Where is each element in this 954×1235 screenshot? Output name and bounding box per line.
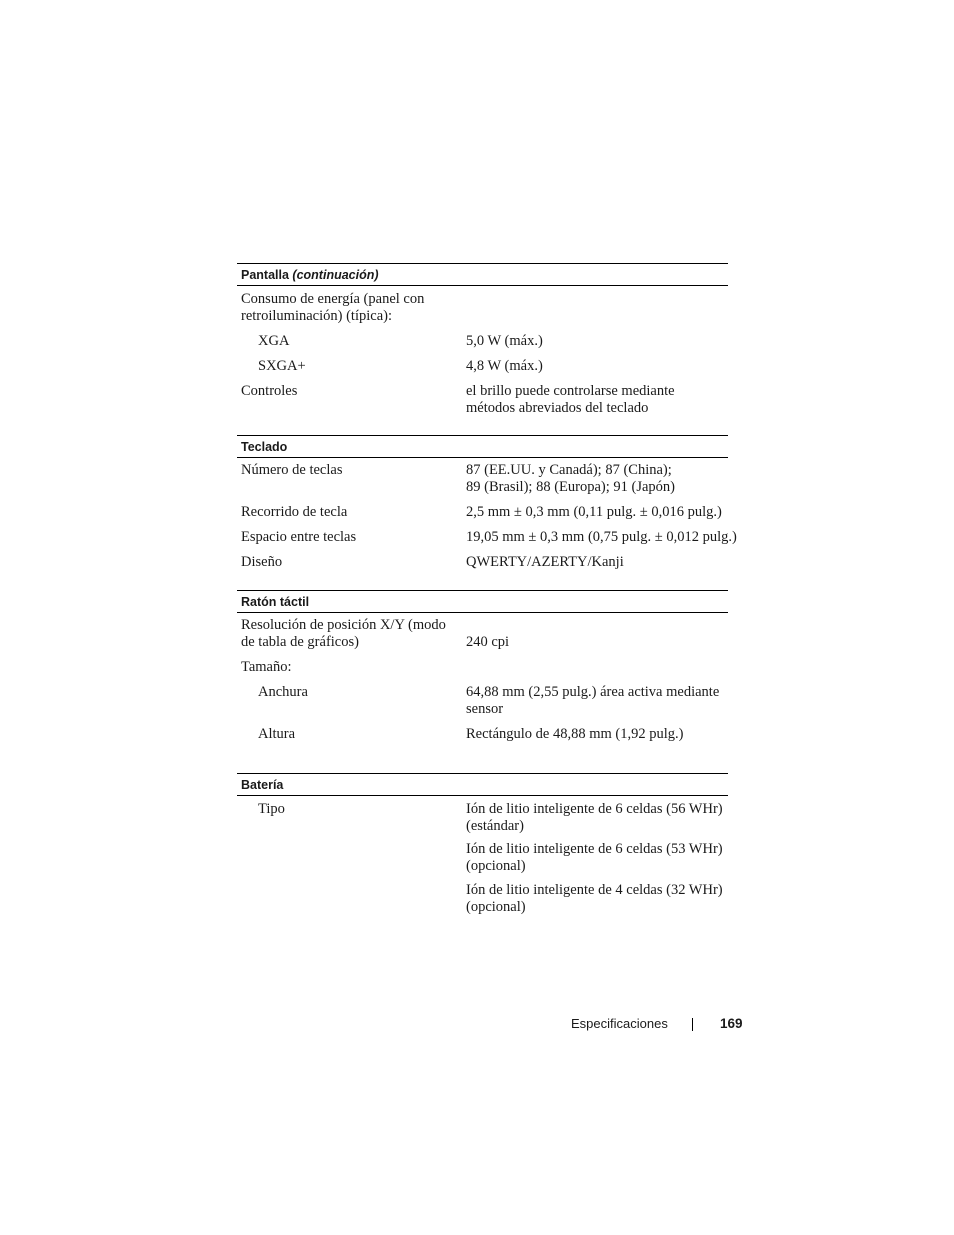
- spec-label: SXGA+: [258, 358, 306, 374]
- spec-value: Ión de litio inteligente de 6 celdas (56 WHr) (estándar): [466, 801, 723, 834]
- spec-label: Resolución de posición X/Y (modo de tabla de gráficos): [241, 617, 446, 650]
- spec-value: 64,88 mm (2,55 pulg.) área activa mediante sensor: [466, 684, 720, 717]
- spec-label: Espacio entre teclas: [241, 529, 357, 545]
- spec-label: Consumo de energía (panel con retroiluminación) (típica):: [241, 291, 425, 324]
- spec-label: Tamaño:: [241, 659, 292, 675]
- spec-label: Número de teclas: [241, 462, 343, 478]
- spec-label: Recorrido de tecla: [241, 504, 348, 520]
- spec-value: el brillo puede controlarse mediante métodos abreviados del teclado: [466, 383, 675, 416]
- spec-value: 2,5 mm ± 0,3 mm (0,11 pulg. ± 0,016 pulg.): [466, 504, 722, 520]
- section-title: Ratón táctil: [241, 595, 310, 609]
- section-header-teclado: [237, 435, 728, 458]
- spec-value: 5,0 W (máx.): [466, 333, 543, 349]
- spec-label: Controles: [241, 383, 298, 399]
- spec-label: Diseño: [241, 554, 283, 570]
- section-header-pantalla: [237, 263, 728, 286]
- spec-value: QWERTY/AZERTY/Kanji: [466, 554, 624, 570]
- spec-value: 4,8 W (máx.): [466, 358, 543, 374]
- section-title: Batería: [241, 778, 284, 792]
- spec-label: Anchura: [258, 684, 308, 700]
- section-title: Teclado: [241, 440, 288, 454]
- spec-label: Altura: [258, 726, 296, 742]
- spec-value-line: 87 (EE.UU. y Canadá); 87 (China);: [466, 462, 672, 478]
- spec-value: 19,05 mm ± 0,3 mm (0,75 pulg. ± 0,012 pulg.): [466, 529, 737, 545]
- section-header-bateria: [237, 773, 728, 796]
- spec-value: 240 cpi: [466, 634, 510, 650]
- spec-label: Tipo: [258, 801, 285, 817]
- section-title: Pantalla: [241, 268, 289, 282]
- section-header-raton-tactil: [237, 590, 728, 613]
- spec-value: [466, 462, 728, 496]
- spec-value: Ión de litio inteligente de 4 celdas (32 WHr) (opcional): [466, 882, 723, 915]
- footer-section-label: Especificaciones: [571, 1016, 668, 1031]
- footer-separator: [692, 1018, 693, 1031]
- spec-value: Ión de litio inteligente de 6 celdas (53 WHr) (opcional): [466, 841, 723, 874]
- spec-value: Rectángulo de 48,88 mm (1,92 pulg.): [466, 726, 684, 742]
- spec-label: XGA: [258, 333, 290, 349]
- section-title-suffix: (continuación): [292, 268, 379, 282]
- page-number: 169: [720, 1016, 743, 1031]
- spec-value-line: 89 (Brasil); 88 (Europa); 91 (Japón): [466, 479, 675, 495]
